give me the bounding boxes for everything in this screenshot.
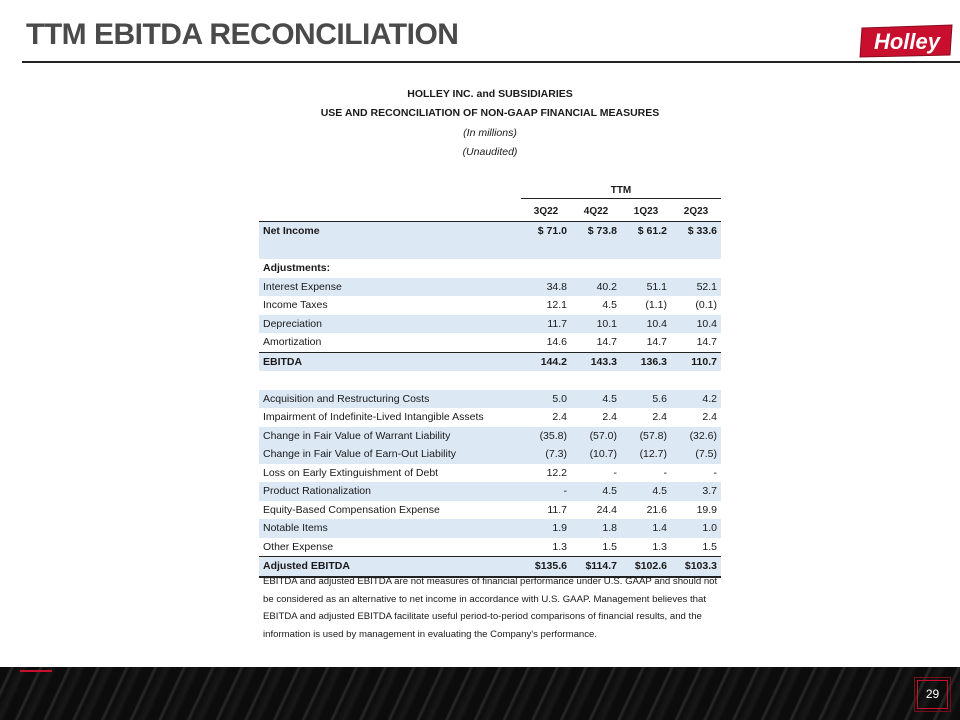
cell: (35.8) bbox=[521, 427, 571, 446]
cell: 110.7 bbox=[671, 352, 721, 371]
cell: 14.7 bbox=[596, 336, 617, 349]
cell: 1.3 bbox=[652, 540, 667, 553]
units-note: (In millions) bbox=[463, 127, 517, 139]
cell: - bbox=[713, 466, 717, 479]
cell: 2.4 bbox=[652, 411, 667, 424]
table-row-notable bbox=[259, 519, 721, 538]
row-label: Acquisition and Restructuring Costs bbox=[259, 390, 521, 409]
row-label: Depreciation bbox=[259, 315, 521, 334]
cell: 14.6 bbox=[546, 336, 567, 349]
column-header-row bbox=[259, 201, 721, 222]
cell: - bbox=[613, 466, 617, 479]
cell: 14.7 bbox=[646, 336, 667, 349]
cell: $103.3 bbox=[671, 557, 721, 577]
cell: $ 73.8 bbox=[571, 222, 621, 241]
cell: (57.8) bbox=[621, 427, 671, 446]
cell: 4.5 bbox=[571, 482, 621, 501]
table-row-depreciation bbox=[259, 315, 721, 334]
table-row-warrant bbox=[259, 427, 721, 446]
cell: $135.6 bbox=[521, 557, 571, 577]
cell: 10.4 bbox=[621, 315, 671, 334]
cell: 1.9 bbox=[521, 519, 571, 538]
cell: 1.8 bbox=[571, 519, 621, 538]
row-label: Net Income bbox=[259, 222, 521, 241]
row-label: Equity-Based Compensation Expense bbox=[263, 503, 440, 516]
cell: 136.3 bbox=[621, 352, 671, 371]
table-row-ebitda bbox=[259, 352, 721, 371]
row-label: Interest Expense bbox=[259, 278, 521, 297]
table-row-net-income bbox=[259, 222, 721, 241]
spacer-row bbox=[259, 241, 721, 260]
cell: 5.6 bbox=[621, 390, 671, 409]
cell: 10.1 bbox=[571, 315, 621, 334]
holley-logo bbox=[858, 22, 956, 60]
footer-accent-line bbox=[20, 670, 52, 672]
cell: 52.1 bbox=[671, 278, 721, 297]
cell: $102.6 bbox=[621, 557, 671, 577]
row-label: Product Rationalization bbox=[259, 482, 521, 501]
cell: 12.2 bbox=[546, 466, 567, 479]
cell: (7.5) bbox=[671, 445, 721, 464]
cell: $ 33.6 bbox=[671, 222, 721, 241]
cell: (7.3) bbox=[521, 445, 571, 464]
cell: 1.5 bbox=[602, 540, 617, 553]
table-row-earnout bbox=[259, 445, 721, 464]
column-header: 4Q22 bbox=[583, 205, 609, 217]
cell: 34.8 bbox=[521, 278, 571, 297]
cell: 3.7 bbox=[671, 482, 721, 501]
cell: (12.7) bbox=[621, 445, 671, 464]
cell: (10.7) bbox=[571, 445, 621, 464]
column-header: 1Q23 bbox=[633, 205, 659, 217]
cell: 10.4 bbox=[671, 315, 721, 334]
cell: 19.9 bbox=[696, 503, 717, 516]
cell: 14.7 bbox=[696, 336, 717, 349]
table-row-impairment bbox=[259, 408, 721, 427]
company-name: HOLLEY INC. and SUBSIDIARIES bbox=[407, 88, 573, 100]
cell: 1.3 bbox=[552, 540, 567, 553]
cell: (57.0) bbox=[571, 427, 621, 446]
footer-band bbox=[0, 667, 960, 720]
logo-text: Holley bbox=[873, 29, 941, 54]
table-row-interest bbox=[259, 278, 721, 297]
cell: 40.2 bbox=[571, 278, 621, 297]
cell: 143.3 bbox=[571, 352, 621, 371]
row-label: Amortization bbox=[263, 336, 322, 349]
audit-note: (Unaudited) bbox=[462, 146, 518, 158]
ttm-underline bbox=[521, 198, 721, 199]
cell: 4.5 bbox=[571, 390, 621, 409]
title-divider bbox=[22, 61, 960, 63]
row-label: Adjusted EBITDA bbox=[259, 557, 521, 577]
row-label: Loss on Early Extinguishment of Debt bbox=[263, 466, 439, 479]
row-label: Change in Fair Value of Earn-Out Liability bbox=[259, 445, 521, 464]
table-row-other bbox=[259, 538, 721, 557]
row-label: Other Expense bbox=[263, 540, 334, 553]
cell: 4.5 bbox=[602, 299, 617, 312]
cell: $114.7 bbox=[571, 557, 621, 577]
cell: 11.7 bbox=[547, 503, 567, 516]
footnote: EBITDA and adjusted EBITDA are not measures of financial performance under U.S. GAAP and should not be considered as an alternative to net income in accordance with U.S. GAAP. Management believes that EBITDA and adjusted EBITDA facilitate useful period-to-period comparisons of financial results, and the information is used by management in evaluating the Company's performance. bbox=[263, 576, 718, 640]
cell: - bbox=[663, 466, 667, 479]
cell: 2.4 bbox=[602, 411, 617, 424]
cell: $ 61.2 bbox=[621, 222, 671, 241]
cell: 5.0 bbox=[521, 390, 571, 409]
reconciliation-table bbox=[259, 201, 721, 578]
cell: - bbox=[521, 482, 571, 501]
section-label: Adjustments: bbox=[263, 262, 331, 275]
spacer-row bbox=[259, 371, 721, 390]
cell: 21.6 bbox=[646, 503, 667, 516]
column-header: 3Q22 bbox=[533, 205, 559, 217]
row-label: Impairment of Indefinite-Lived Intangible Assets bbox=[263, 411, 484, 424]
row-label: Income Taxes bbox=[263, 299, 328, 312]
cell: 2.4 bbox=[702, 411, 717, 424]
table-row-taxes bbox=[259, 296, 721, 315]
table-row-adjustments bbox=[259, 259, 721, 278]
cell: 144.2 bbox=[521, 352, 571, 371]
cell: (32.6) bbox=[671, 427, 721, 446]
row-label: Notable Items bbox=[259, 519, 521, 538]
statement-heading: USE AND RECONCILIATION OF NON-GAAP FINANCIAL MEASURES bbox=[320, 107, 660, 119]
table-row-amortization bbox=[259, 333, 721, 352]
cell: (0.1) bbox=[695, 299, 717, 312]
ttm-header: TTM bbox=[610, 185, 632, 196]
table-row-rationalization bbox=[259, 482, 721, 501]
cell: 51.1 bbox=[621, 278, 671, 297]
row-label: Change in Fair Value of Warrant Liability bbox=[259, 427, 521, 446]
table-row-equity-comp bbox=[259, 501, 721, 520]
cell: 4.2 bbox=[671, 390, 721, 409]
table-row-debt bbox=[259, 464, 721, 483]
cell: $ 71.0 bbox=[521, 222, 571, 241]
cell: 24.4 bbox=[596, 503, 617, 516]
cell: 2.4 bbox=[552, 411, 567, 424]
cell: 4.5 bbox=[621, 482, 671, 501]
cell: 1.5 bbox=[702, 540, 717, 553]
cell: (1.1) bbox=[645, 299, 667, 312]
table-row-acquisition bbox=[259, 390, 721, 409]
row-label: EBITDA bbox=[259, 352, 521, 371]
cell: 1.4 bbox=[621, 519, 671, 538]
slide-title: TTM EBITDA RECONCILIATION bbox=[26, 18, 459, 51]
cell: 12.1 bbox=[546, 299, 567, 312]
cell: 11.7 bbox=[521, 315, 571, 334]
column-header: 2Q23 bbox=[683, 205, 709, 217]
cell: 1.0 bbox=[671, 519, 721, 538]
page-number: 29 bbox=[925, 687, 940, 701]
